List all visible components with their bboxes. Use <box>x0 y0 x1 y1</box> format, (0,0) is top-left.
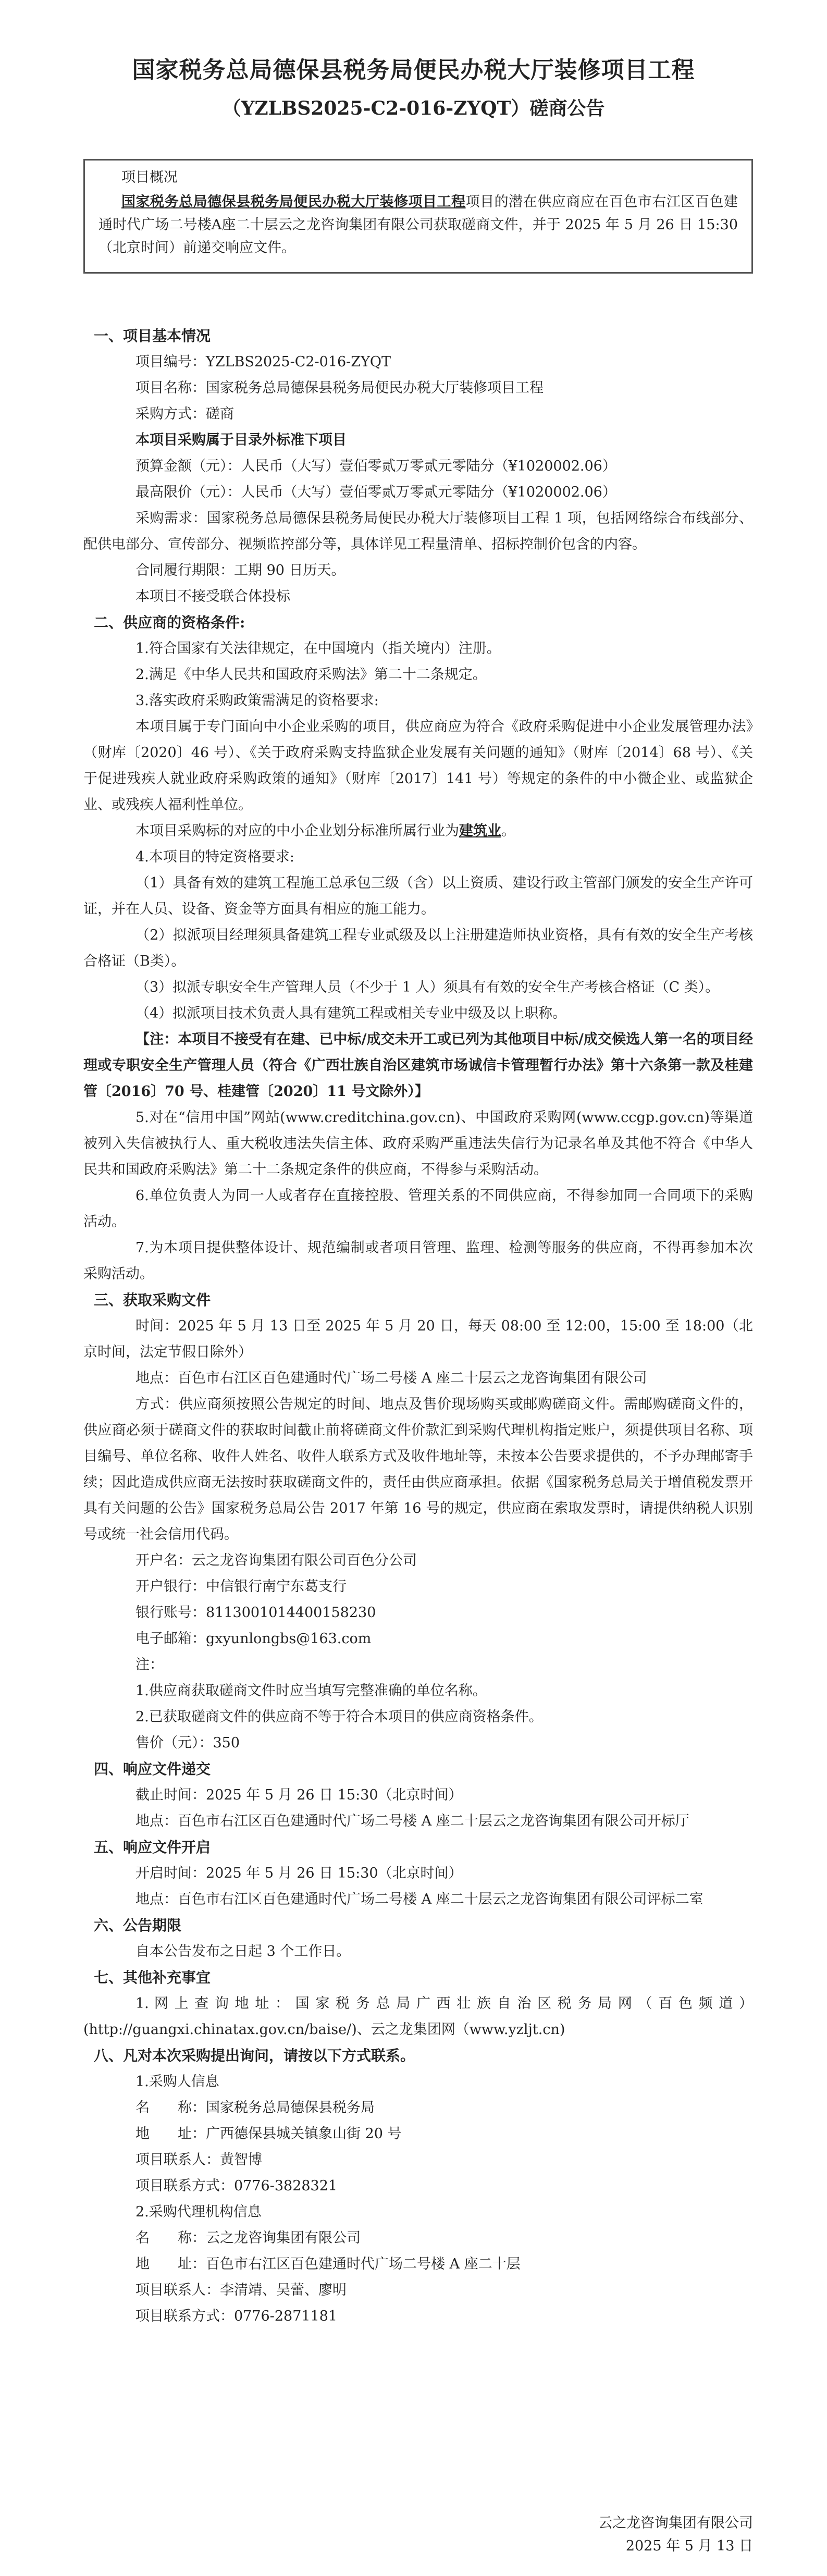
section-1-heading: 一、项目基本情况 <box>94 327 211 344</box>
procurement-method: 采购方式：磋商 <box>135 406 234 422</box>
industry-suffix: 。 <box>501 823 515 839</box>
note-2: 2.已获取磋商文件的供应商不等于符合本项目的供应商资格条件。 <box>135 1709 543 1725</box>
industry-prefix: 本项目采购标的对应的中小企业划分标准所属行业为 <box>135 823 459 839</box>
industry-line <box>135 818 753 844</box>
query-address: 1. 网 上 查 询 地 址 ： 国 家 税 务 总 局 广 西 壮 族 自 治 区 税 务 局 网 （ 百 色 频 道 ）(http://guangxi.chinatax.gov.cn/baise/)、云之龙集团网（www.yzljt.cn) <box>83 1995 753 2038</box>
obtain-time: 时间：2025 年 5 月 13 日至 2025 年 5 月 20 日，每天 08:00 至 12:00，15:00 至 18:00（北京时间，法定节假日除外） <box>83 1318 753 1360</box>
buyer-address: 地 址：广西德保县城关镇象山街 20 号 <box>135 2126 402 2142</box>
requirement-note: 【注：本项目不接受有在建、已中标/成交未开工或已列为其他项目中标/成交候选人第一名的项目经理或专职安全生产管理人员（符合《广西壮族自治区建筑市场诚信卡管理暂行办法》第十六条第一款及桂建管〔2016〕70 号、桂建管〔2020〕11 号文除外）】 <box>83 1031 753 1100</box>
section-4-heading: 四、响应文件递交 <box>94 1760 211 1778</box>
credit-requirement: 5.对在“信用中国”网站(www.creditchina.gov.cn)、中国政府采购网(www.ccgp.gov.cn)等渠道被列入失信被执行人、重大税收违法失信主体、政府采购严重违法失信行为记录名单及其他不符合《中华人民共和国政府采购法》第二十二条规定条件的供应商，不得参与采购活动。 <box>83 1110 753 1178</box>
contract-period: 合同履行期限：工期 90 日历天。 <box>135 562 345 578</box>
qualification-item-1: 1.符合国家有关法律规定，在中国境内（指关境内）注册。 <box>135 640 501 657</box>
section-3-heading: 三、获取采购文件 <box>94 1291 211 1309</box>
max-price: 最高限价（元）：人民币（大写）壹佰零贰万零贰元零陆分（¥1020002.06） <box>135 484 616 500</box>
overview-project-name: 国家税务总局德保县税务局便民办税大厅装修项目工程 <box>121 194 466 210</box>
overview-box <box>83 159 753 274</box>
signature-block <box>598 2512 753 2558</box>
agent-name: 名 称：云之龙咨询集团有限公司 <box>135 2230 361 2246</box>
notice-period: 自本公告发布之日起 3 个工作日。 <box>135 1943 351 1959</box>
buyer-contact: 项目联系人：黄智博 <box>135 2152 262 2168</box>
obtain-method: 方式：供应商须按照公告规定的时间、地点及售价现场购买或邮购磋商文件。需邮购磋商文件的，供应商必须于磋商文件的获取时间截止前将磋商文件价款汇到采购代理机构指定账户，须提供项目名称、项目编号、单位名称、收件人姓名、收件人联系方式及收件地址等，未按本公告要求提供的，不予办理邮寄手续；因此造成供应商无法按时获取磋商文件的，责任由供应商承担。依据《国家税务总局关于增值税发票开具有关问题的公告》国家税务总局公告 2017 年第 16 号的规定，供应商在索取发票时，请提供纳税人识别号或统一社会信用代码。 <box>83 1396 753 1543</box>
obtain-place: 地点：百色市右江区百色建通时代广场二号楼 A 座二十层云之龙咨询集团有限公司 <box>135 1370 647 1386</box>
account-name: 开户名：云之龙咨询集团有限公司百色分公司 <box>135 1552 417 1569</box>
budget-amount: 预算金额（元）：人民币（大写）壹佰零贰万零贰元零陆分（¥1020002.06） <box>135 458 616 474</box>
special-requirements-heading: 4.本项目的特定资格要求: <box>135 849 294 865</box>
qualification-item-3: 3.落实政府采购政策需满足的资格要求: <box>135 693 379 709</box>
document-subtitle: （YZLBS2025-C2-016-ZYQT）磋商公告 <box>222 97 605 119</box>
notes-label: 注： <box>135 1657 164 1673</box>
overview-body: 项目的潜在供应商应在百色市右江区百色建通时代广场二号楼A座二十层云之龙咨询集团有限公司获取磋商文件，并于 2025 年 5 月 26 日 15:30（北京时间）前递交响应文件。 <box>98 194 738 256</box>
section-8-heading: 八、凡对本次采购提出询问，请按以下方式联系。 <box>94 2047 415 2064</box>
agent-contact: 项目联系人：李清靖、吴蕾、廖明 <box>135 2282 347 2298</box>
special-requirement-4: （4）拟派项目技术负责人具有建筑工程或相关专业中级及以上职称。 <box>135 1005 567 1021</box>
consortium-note: 本项目不接受联合体投标 <box>135 588 290 605</box>
agent-info-heading: 2.采购代理机构信息 <box>135 2204 262 2220</box>
section-2-heading: 二、供应商的资格条件: <box>94 614 245 631</box>
project-number: 项目编号：YZLBS2025-C2-016-ZYQT <box>135 354 391 370</box>
design-service-requirement: 7.为本项目提供整体设计、规范编制或者项目管理、监理、检测等服务的供应商，不得再参加本次采购活动。 <box>83 1240 753 1282</box>
opening-place: 地点：百色市右江区百色建通时代广场二号楼 A 座二十层云之龙咨询集团有限公司评标二室 <box>135 1891 703 1907</box>
sme-policy: 本项目属于专门面向中小企业采购的项目，供应商应为符合《政府采购促进中小企业发展管理办法》（财库〔2020〕46 号）、《关于政府采购支持监狱企业发展有关问题的通知》（财库〔2014〕68 号）、《关于促进残疾人就业政府采购政策的通知》（财库〔2017〕141 号）等规定的条件的中小微企业、或监狱企业、或残疾人福利性单位。 <box>83 719 753 813</box>
same-legal-rep-requirement: 6.单位负责人为同一人或者存在直接控股、管理关系的不同供应商，不得参加同一合同项下的采购活动。 <box>83 1188 753 1230</box>
signature-company: 云之龙咨询集团有限公司 <box>598 2515 753 2531</box>
note-1: 1.供应商获取磋商文件时应当填写完整准确的单位名称。 <box>135 1683 487 1699</box>
overview-heading: 项目概况 <box>121 169 178 186</box>
submission-deadline: 截止时间：2025 年 5 月 26 日 15:30（北京时间） <box>135 1787 463 1803</box>
document-price: 售价（元）：350 <box>135 1735 240 1751</box>
special-requirement-3: （3）拟派专职安全生产管理人员（不少于 1 人）须具有有效的安全生产考核合格证（C 类）。 <box>135 979 720 995</box>
contact-email: 电子邮箱：gxyunlongbs@163.com <box>135 1631 372 1647</box>
signature-date: 2025 年 5 月 13 日 <box>625 2538 753 2554</box>
catalog-note: 本项目采购属于目录外标准下项目 <box>135 432 347 448</box>
buyer-info-heading: 1.采购人信息 <box>135 2074 219 2090</box>
overview-text <box>98 191 738 260</box>
account-number: 银行账号：8113001014400158230 <box>135 1605 376 1621</box>
special-requirement-1: （1）具备有效的建筑工程施工总承包三级（含）以上资质、建设行政主管部门颁发的安全生产许可证，并在人员、设备、资金等方面具有相应的施工能力。 <box>83 875 753 917</box>
special-requirement-2: （2）拟派项目经理须具备建筑工程专业贰级及以上注册建造师执业资格，具有有效的安全生产考核合格证（B类）。 <box>83 927 753 969</box>
document-title: 国家税务总局德保县税务局便民办税大厅装修项目工程 <box>132 57 695 83</box>
project-name: 项目名称：国家税务总局德保县税务局便民办税大厅装修项目工程 <box>135 380 544 396</box>
submission-place: 地点：百色市右江区百色建通时代广场二号楼 A 座二十层云之龙咨询集团有限公司开标厅 <box>135 1813 689 1829</box>
opening-time: 开启时间：2025 年 5 月 26 日 15:30（北京时间） <box>135 1865 463 1881</box>
section-5-heading: 五、响应文件开启 <box>94 1839 211 1856</box>
qualification-item-2: 2.满足《中华人民共和国政府采购法》第二十二条规定。 <box>135 667 487 683</box>
section-7-heading: 七、其他补充事宜 <box>94 1969 211 1986</box>
buyer-name: 名 称：国家税务总局德保县税务局 <box>135 2100 375 2116</box>
procurement-demand: 采购需求：国家税务总局德保县税务局便民办税大厅装修项目工程 1 项，包括网络综合布线部分、配供电部分、宣传部分、视频监控部分等，具体详见工程量清单、招标控制价包含的内容。 <box>83 510 753 552</box>
agent-address: 地 址：百色市右江区百色建通时代广场二号楼 A 座二十层 <box>135 2256 521 2272</box>
section-6-heading: 六、公告期限 <box>94 1917 182 1934</box>
agent-phone: 项目联系方式：0776-2871181 <box>135 2308 338 2324</box>
industry-value: 建筑业 <box>459 823 501 839</box>
bank-name: 开户银行：中信银行南宁东葛支行 <box>135 1579 347 1595</box>
buyer-phone: 项目联系方式：0776-3828321 <box>135 2178 338 2194</box>
main-content <box>83 297 753 2330</box>
